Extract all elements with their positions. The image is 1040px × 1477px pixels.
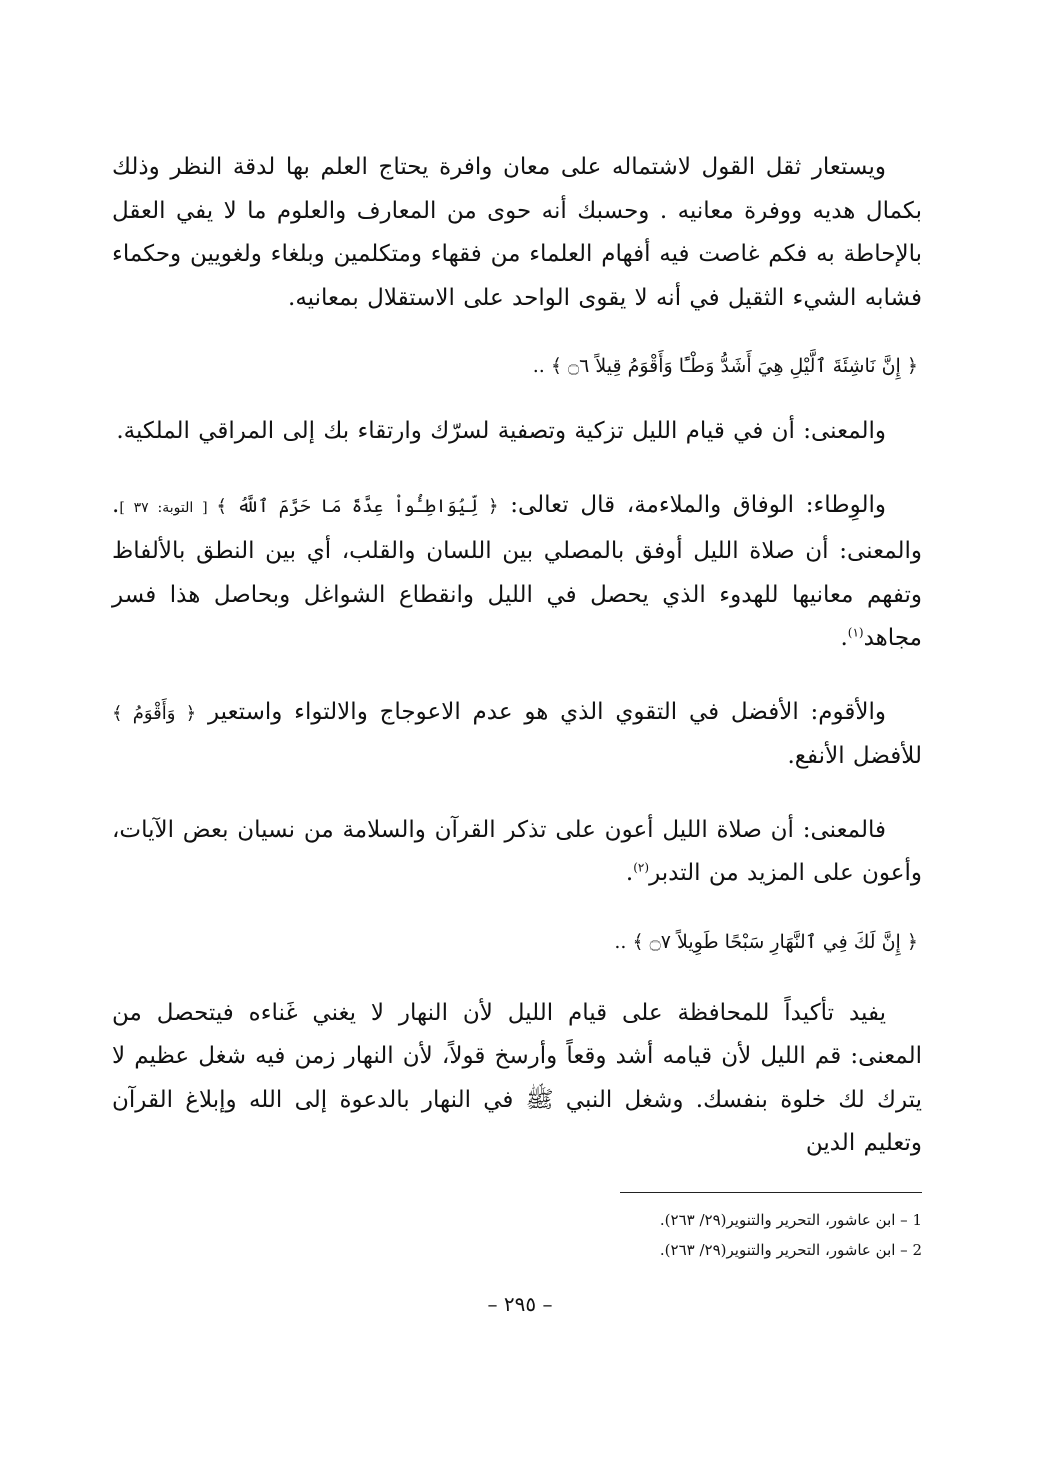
wita-citation: [ التوبة: ٣٧ ] <box>119 499 217 516</box>
footnotes <box>422 1205 922 1265</box>
main-text <box>112 146 922 1166</box>
footnote-2: 2 – ابن عاشور، التحرير والتنوير(٢٩/ ٢٦٣). <box>659 1241 922 1259</box>
paragraph-wita <box>112 484 922 661</box>
wita-verse: ﴿ لِّيُوَاطِـُٔواْ عِدَّةَ مَا حَرَّمَ ٱللَّهُ ﴾ <box>216 495 499 517</box>
page-number: – ٢٩٥ – <box>487 1292 553 1316</box>
aqwam-text-start: والأقوم: الأفضل في التقوي الذي هو عدم الاعوجاج والالتواء واستعير <box>196 698 886 725</box>
footnote-ref-2[interactable]: (٢) <box>633 860 650 875</box>
aqwam-verse: ﴿ وَأَقْوَمُ ﴾ <box>112 702 197 724</box>
quran-verse-2: ﴿ إِنَّ لَكَ فِي ٱلنَّهَارِ سَبْحًا طَوِيلاً ۝٧ ﴾ .. <box>614 930 918 953</box>
footnote-1: 1 – ابن عاشور، التحرير والتنوير(٢٩/ ٢٦٣). <box>659 1211 922 1229</box>
footnote-ref-1[interactable]: (١) <box>847 625 864 640</box>
wita-text-rest: . والمعنى: أن صلاة الليل أوفق بالمصلي بين اللسان والقلب، أي بين النطق بالألفاظ وتفهم معانيها للهدوء الذي يحصل في الليل وانقطاع الشواغل وبحاصل هذا فسر مجاهد <box>112 491 922 651</box>
paragraph-aqwam <box>112 691 922 779</box>
paragraph-meaning-2 <box>112 809 922 896</box>
paragraph-day-work: يفيد تأكيداً للمحافظة على قيام الليل لأن النهار لا يغني غَناءه فيتحصل من المعنى: قم الليل لأن قيامه أشد وقعاً وأرسخ قولاً، لأن النهار زمن فيه شغل عظيم لا يترك لك خلوة بنفسك. وشغل النبي ﷺ في النهار بالدعوة إلى الله وإبلاغ القرآن وتعليم الدين <box>112 999 922 1156</box>
footnote-divider <box>620 1192 922 1193</box>
aqwam-text-end: للأفضل الأنفع. <box>787 743 922 769</box>
quran-verse-1: ﴿ إِنَّ نَاشِئَةَ ٱلَّيْلِ هِيَ أَشَدُّ وَطْـًٔا وَأَقْوَمُ قِيلاً ۝٦ ﴾ .. <box>532 355 918 377</box>
wita-text-end: . <box>840 625 848 651</box>
paragraph-heavy-word: ويستعار ثقل القول لاشتماله على معان وافرة يحتاج العلم بها لدقة النظر وذلك بكمال هديه ووفرة معانيه . وحسبك أنه حوى من المعارف والعلوم ما لا يفي العقل بالإحاطة به فكم غاصت فيه أفهام العلماء من فقهاء ومتكلمين وبلغاء ولغويين وحكماء فشابه الشيء الثقيل في أنه لا يقوى الواحد على الاستقلال بمعانيه. <box>112 154 922 311</box>
paragraph-meaning-1: والمعنى: أن في قيام الليل تزكية وتصفية لسرّك وارتقاء بك إلى المراقي الملكية. <box>116 418 886 444</box>
wita-text-start: والوِطاء: الوفاق والملاءمة، قال تعالى: <box>498 491 886 518</box>
meaning-2-text: فالمعنى: أن صلاة الليل أعون على تذكر القرآن والسلامة من نسيان بعض الآيات، وأعون على المزيد من التدبر <box>112 816 922 886</box>
meaning-2-end: . <box>625 860 634 886</box>
